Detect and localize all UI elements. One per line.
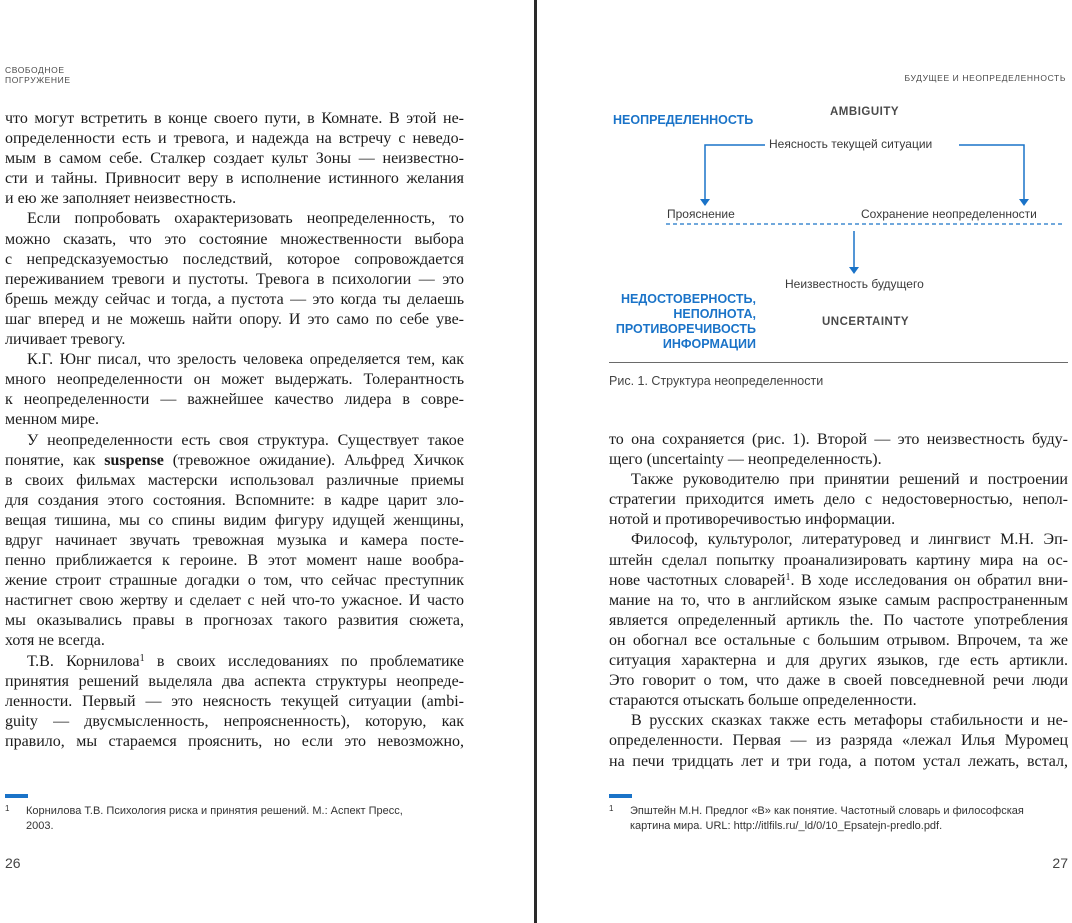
text-line: шаг вперед и не можешь найти опору. И это само по себе уве- xyxy=(5,310,464,328)
text-line: Если попробовать охарактеризовать неопределенность, то xyxy=(27,210,464,228)
info-quality-3: ПРОТИВОРЕЧИВОСТЬ xyxy=(615,322,756,336)
footnote-line-2: картина мира. URL: http://itlfils.ru/_ld/0/10_Epsatejn-predlo.pdf. xyxy=(630,820,943,832)
footnote-ref: 1 xyxy=(139,652,145,664)
text-segment: (тревожное ожидание). Альфред Хичкок xyxy=(163,451,464,469)
book-spine xyxy=(534,0,537,923)
text-line: пенно приближается к героине. В этот момент наше вообра- xyxy=(5,552,464,570)
text-line: настигнет свою жертву и сделает с ней что-то ужасное. И часто xyxy=(5,592,464,610)
text-line: ситуация характерна и для других языков, где есть артикли. xyxy=(609,652,1068,670)
text-line: для создания этого состояния. Вспомните: в кадре царит зло- xyxy=(5,491,464,509)
text-line: он обогнал все остальные с большим отрывом. Впрочем, та же xyxy=(609,631,1068,649)
node-preserve: Сохранение неопределенности xyxy=(861,207,1037,221)
text-line: личивает тревогу. xyxy=(5,331,126,349)
right-body-text xyxy=(609,430,1068,772)
footnote-divider xyxy=(609,794,632,798)
connector-to-clarify xyxy=(705,145,765,199)
text-line: определенности. Первая — из разряда «лежал Илья Муромец xyxy=(609,732,1068,750)
text-line: на печи тридцать лет и три года, а потом устал лежать, встал, xyxy=(609,752,1068,770)
bold-term: suspense xyxy=(104,451,164,469)
figure-rule xyxy=(609,362,1068,363)
text-line: является определенный артикль the. По частоте употребления xyxy=(609,611,1068,629)
left-footnote xyxy=(5,804,485,836)
text-line: В русских сказках также есть метафоры стабильности и не- xyxy=(631,712,1068,730)
footnote-number: 1 xyxy=(5,804,10,813)
text-line: переживанием тревоги и пустоты. Тревога в психологии — это xyxy=(5,270,464,288)
text-segment: нове частотных словарей xyxy=(609,571,786,589)
footnote-ref: 1 xyxy=(785,571,791,583)
right-page xyxy=(538,0,1072,923)
right-footnote xyxy=(609,804,1069,836)
text-line: вещая тишина, мы со спины видим фигуру идущей женщины, xyxy=(5,511,464,529)
text-segment: в своих исследованиях по проблематике xyxy=(144,652,465,670)
node-clarify: Прояснение xyxy=(667,207,735,221)
arrow-preserve xyxy=(1019,199,1029,206)
text-line: штейн сделал попытку проанализировать картину мира на ос- xyxy=(609,551,1068,569)
info-quality-2: НЕПОЛНОТА, xyxy=(673,307,756,321)
text-line: много неопределенности он может выдержать. Толерантность xyxy=(5,371,464,389)
text-line xyxy=(609,571,1068,591)
arrow-future xyxy=(849,267,859,274)
left-page xyxy=(0,0,534,923)
text-line: и ею же заполняет неизвестность. xyxy=(5,190,237,208)
label-info-qualities xyxy=(616,292,756,352)
text-line: вдруг начинает звучать тревожная музыка и камера посте- xyxy=(5,531,464,549)
text-line xyxy=(5,652,464,672)
text-line xyxy=(5,451,464,471)
text-line: стратегии приходится иметь дело с недостоверностью, непол- xyxy=(609,491,1068,509)
arrow-clarify xyxy=(700,199,710,206)
text-line: Философ, культуролог, литературовед и лингвист М.Н. Эп- xyxy=(631,531,1068,549)
text-line: брешь между сейчас и тогда, а пустота — это когда ты делаешь xyxy=(5,290,464,308)
uncertainty-structure-diagram xyxy=(538,95,1072,365)
text-line: Также руководителю при принятии решений и построении xyxy=(631,471,1068,489)
footnote-number: 1 xyxy=(609,804,614,813)
text-line: жение строит страшные догадки о том, что сейчас преступник xyxy=(5,572,464,590)
text-segment: Т.В. Корнилова xyxy=(27,652,140,670)
text-line: ленности. Первый — это неясность текущей ситуации (ambi- xyxy=(5,692,464,710)
text-line: щего (uncertainty — неопределенность). xyxy=(609,451,882,469)
left-body-text xyxy=(5,109,464,752)
footnote-line-2: 2003. xyxy=(26,820,54,832)
label-uncertainty-en: UNCERTAINTY xyxy=(822,316,910,328)
connector-to-preserve xyxy=(959,145,1024,199)
info-quality-4: ИНФОРМАЦИИ xyxy=(662,337,756,351)
text-line: с непредсказуемостью последствий, которое сопровождается xyxy=(5,250,464,268)
text-line: стараются отыскать больше определенности. xyxy=(609,692,917,710)
text-line: что могут встретить в конце своего пути, в Комнате. В этой не- xyxy=(5,110,464,127)
label-uncertainty-ru: НЕОПРЕДЕЛЕННОСТЬ xyxy=(613,113,754,127)
right-running-head: БУДУЩЕЕ И НЕОПРЕДЕЛЕННОСТЬ xyxy=(904,73,1066,83)
page-number-right: 27 xyxy=(1052,855,1068,871)
page-number-left: 26 xyxy=(5,855,21,871)
text-line: Это говорит о том, что даже в своей повседневной речи люди xyxy=(609,672,1068,690)
footnote-line-1: Эпштейн М.Н. Предлог «В» как понятие. Частотный словарь и философская xyxy=(630,805,1024,817)
text-line: У неопределенности есть своя структура. Существует такое xyxy=(27,431,464,449)
running-head-line-2: ПОГРУЖЕНИЕ xyxy=(5,75,71,85)
text-line: определенности есть и тревога, и надежда на встречу с неведо- xyxy=(5,130,464,148)
text-line: к неопределенности — важнейшее качество лидера в совре- xyxy=(5,391,464,409)
text-line: guity — двусмысленность, непроясненность), которую, как xyxy=(5,712,464,730)
node-future-unknown: Неизвестность будущего xyxy=(785,277,924,291)
text-segment: понятие, как xyxy=(5,451,105,469)
text-line: мы оказывались правы в прогнозах такого развития сюжета, xyxy=(5,612,464,630)
text-line: правило, мы стараемся прояснить, но если это невозможно, xyxy=(5,732,464,750)
footnote-divider xyxy=(5,794,28,798)
text-segment: . В ходе исследования он обратил вни- xyxy=(790,571,1068,589)
text-line: хотя не всегда. xyxy=(5,632,105,650)
figure-caption: Рис. 1. Структура неопределенности xyxy=(609,374,824,388)
text-line: мым в самом себе. Сталкер создает культ Зоны — неизвестно- xyxy=(5,150,464,168)
text-line: то она сохраняется (рис. 1). Второй — это неизвестность буду- xyxy=(609,431,1068,448)
left-running-head xyxy=(5,65,205,85)
text-line: сти и тайны. Привносит веру в исполнение истинного желания xyxy=(5,170,464,188)
text-line: в своих фильмах мастерски использовал различные приемы xyxy=(5,471,464,489)
node-current-situation: Неясность текущей ситуации xyxy=(769,137,933,151)
info-quality-1: НЕДОСТОВЕРНОСТЬ, xyxy=(620,292,756,306)
text-line: принятия решений выделяла два аспекта структуры неопреде- xyxy=(5,672,464,690)
footnote-line-1: Корнилова Т.В. Психология риска и принятия решений. М.: Аспект Пресс, xyxy=(26,805,403,817)
text-line: мание на то, что в английском языке самым распространенным xyxy=(609,591,1068,609)
text-line: можно сказать, что это состояние множественности выбора xyxy=(5,230,464,248)
text-line: менном мире. xyxy=(5,411,99,429)
running-head-line-1: СВОБОДНОЕ xyxy=(5,65,65,75)
text-line: нотой и противоречивостью информации. xyxy=(609,511,896,529)
text-line: К.Г. Юнг писал, что зрелость человека определяется тем, как xyxy=(27,351,464,369)
label-ambiguity: AMBIGUITY xyxy=(830,106,900,118)
